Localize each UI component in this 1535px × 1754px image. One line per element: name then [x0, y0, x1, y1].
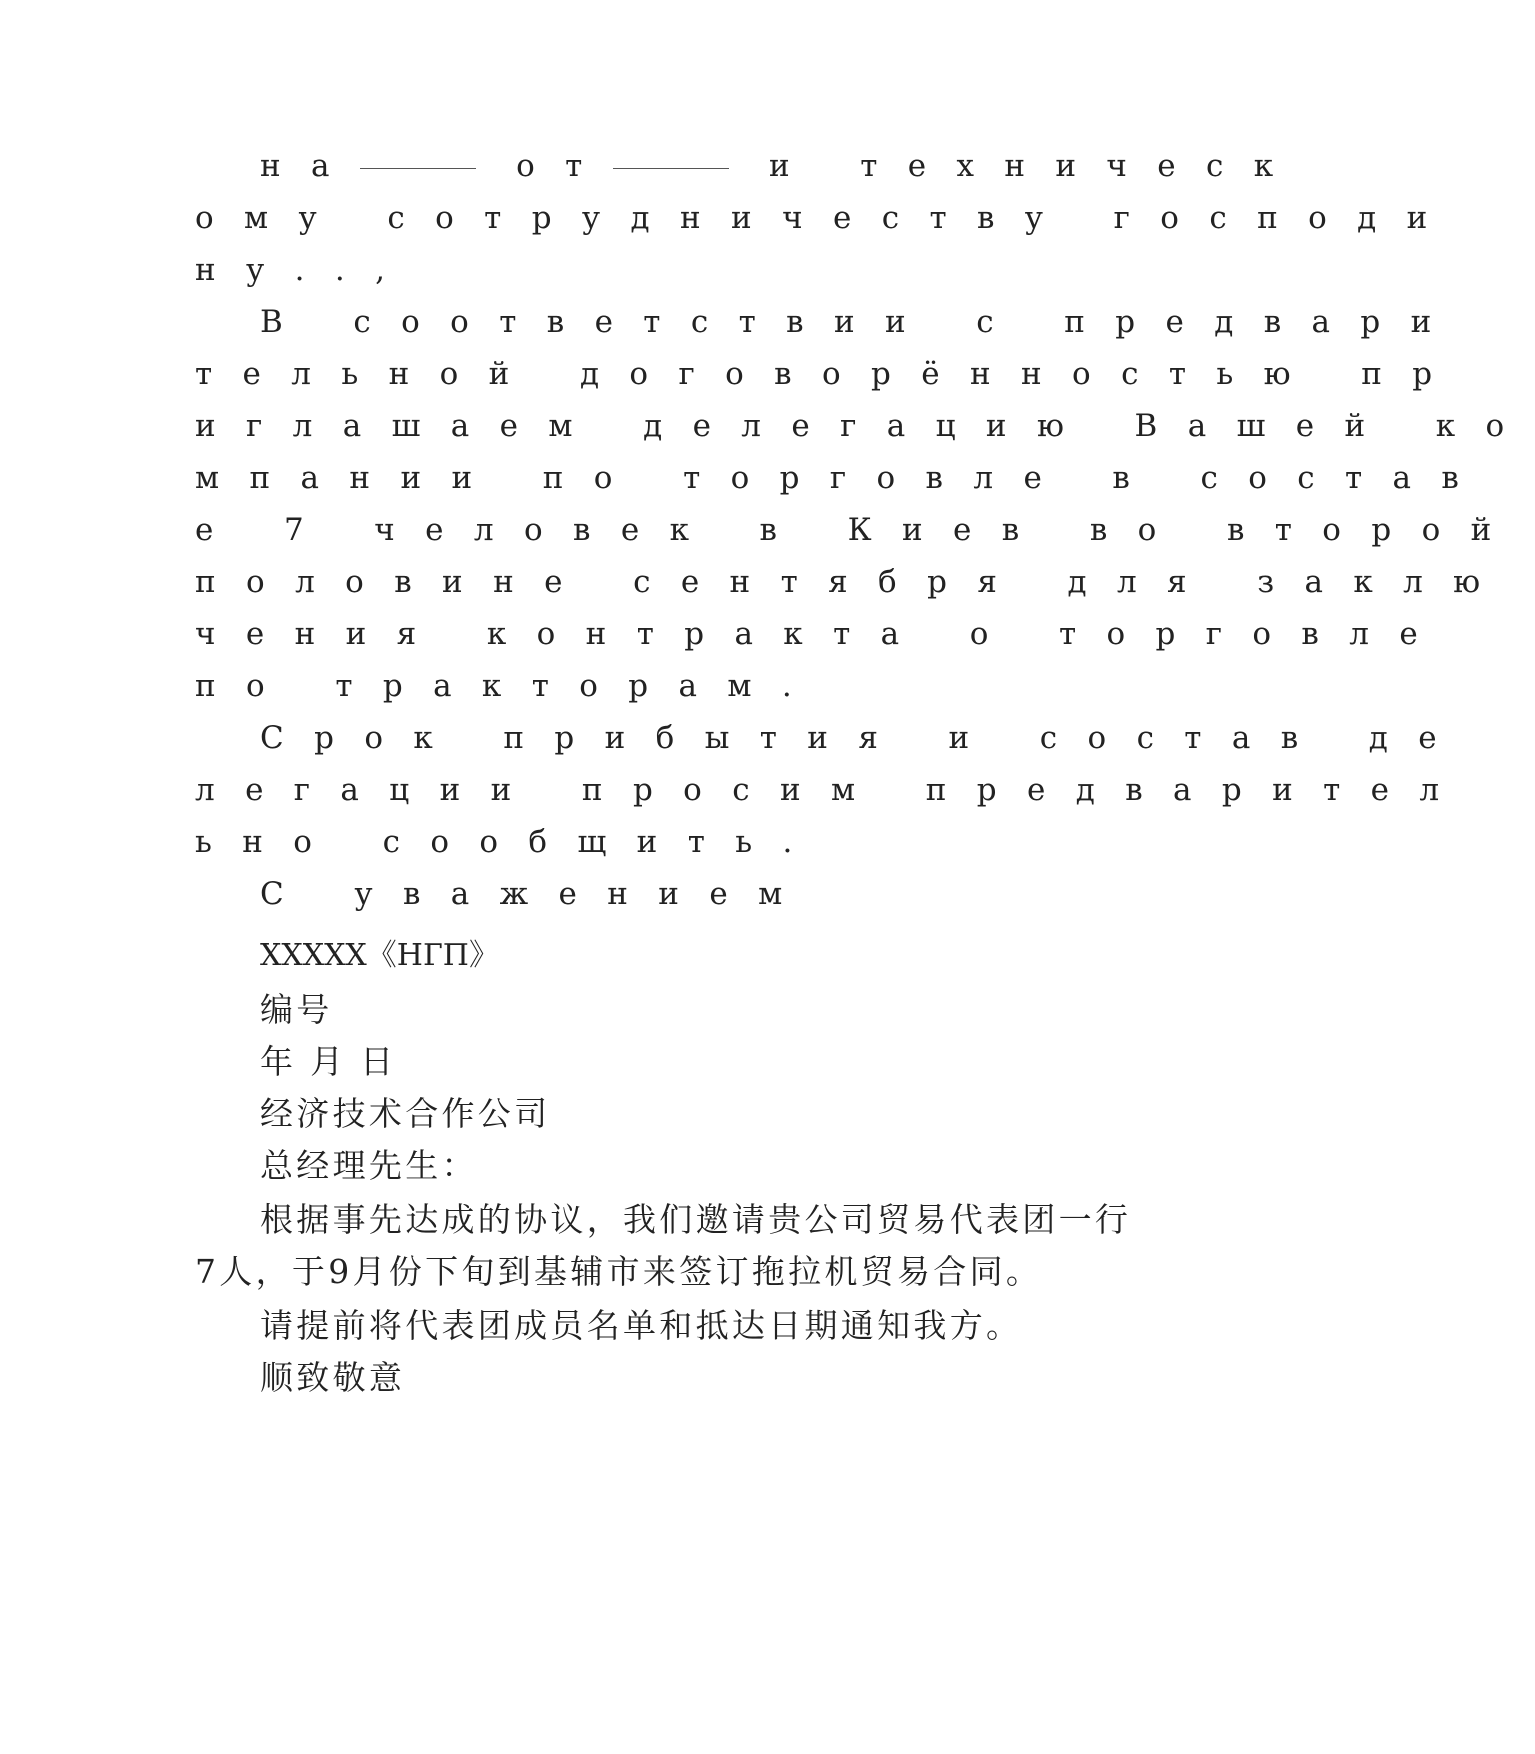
- russian-paragraph-2-line-8: по тракторам.: [195, 668, 823, 704]
- russian-paragraph-1-line-1: [260, 148, 1501, 208]
- russian-paragraph-2-line-4: мпании по торговле в состав: [195, 460, 1490, 496]
- russian-paragraph-1-line-3: ну..,: [195, 252, 416, 288]
- chinese-number-label: 编号: [260, 990, 333, 1029]
- text-technical: и техническ: [768, 148, 1304, 184]
- chinese-body-line-2: 7人，于9月份下旬到基辅市来签订拖拉机贸易合同。: [195, 1252, 1043, 1291]
- blank-field-2: [613, 166, 729, 169]
- preposition-ot: от: [516, 148, 613, 184]
- chinese-body-line-1: 根据事先达成的协议，我们邀请贵公司贸易代表团一行: [260, 1200, 1132, 1239]
- russian-closing: С уважением: [260, 876, 813, 912]
- chinese-addressee: 总经理先生：: [260, 1146, 478, 1185]
- russian-paragraph-3-line-1: Срок прибытия и состав де: [260, 720, 1467, 756]
- chinese-date-label: 年 月 日: [260, 1042, 397, 1081]
- russian-signature: XXXXX《НГП》: [260, 938, 499, 973]
- russian-paragraph-2-line-5: е 7 человек в Киев во второй: [195, 512, 1522, 548]
- blank-field-1: [360, 166, 476, 169]
- russian-paragraph-2-line-6: половине сентября для заклю: [195, 564, 1511, 600]
- russian-paragraph-3-line-3: ьно сообщить.: [195, 824, 823, 860]
- preposition-na: на: [260, 148, 360, 184]
- russian-paragraph-2-line-7: чения контракта о торговле: [195, 616, 1449, 652]
- chinese-closing: 顺致敬意: [260, 1358, 406, 1397]
- chinese-company-name: 经济技术合作公司: [260, 1094, 551, 1133]
- chinese-body-line-3: 请提前将代表团成员名单和抵达日期通知我方。: [260, 1306, 1023, 1345]
- russian-paragraph-3-line-2: легации просим предварител: [195, 772, 1470, 808]
- russian-paragraph-1-line-2: ому сотрудничеству господи: [195, 200, 1458, 236]
- russian-paragraph-2-line-1: В соответствии с предвари: [260, 304, 1462, 340]
- russian-paragraph-2-line-3: иглашаем делегацию Вашей ко: [195, 408, 1535, 444]
- russian-paragraph-2-line-2: тельной договорённостью пр: [195, 356, 1463, 392]
